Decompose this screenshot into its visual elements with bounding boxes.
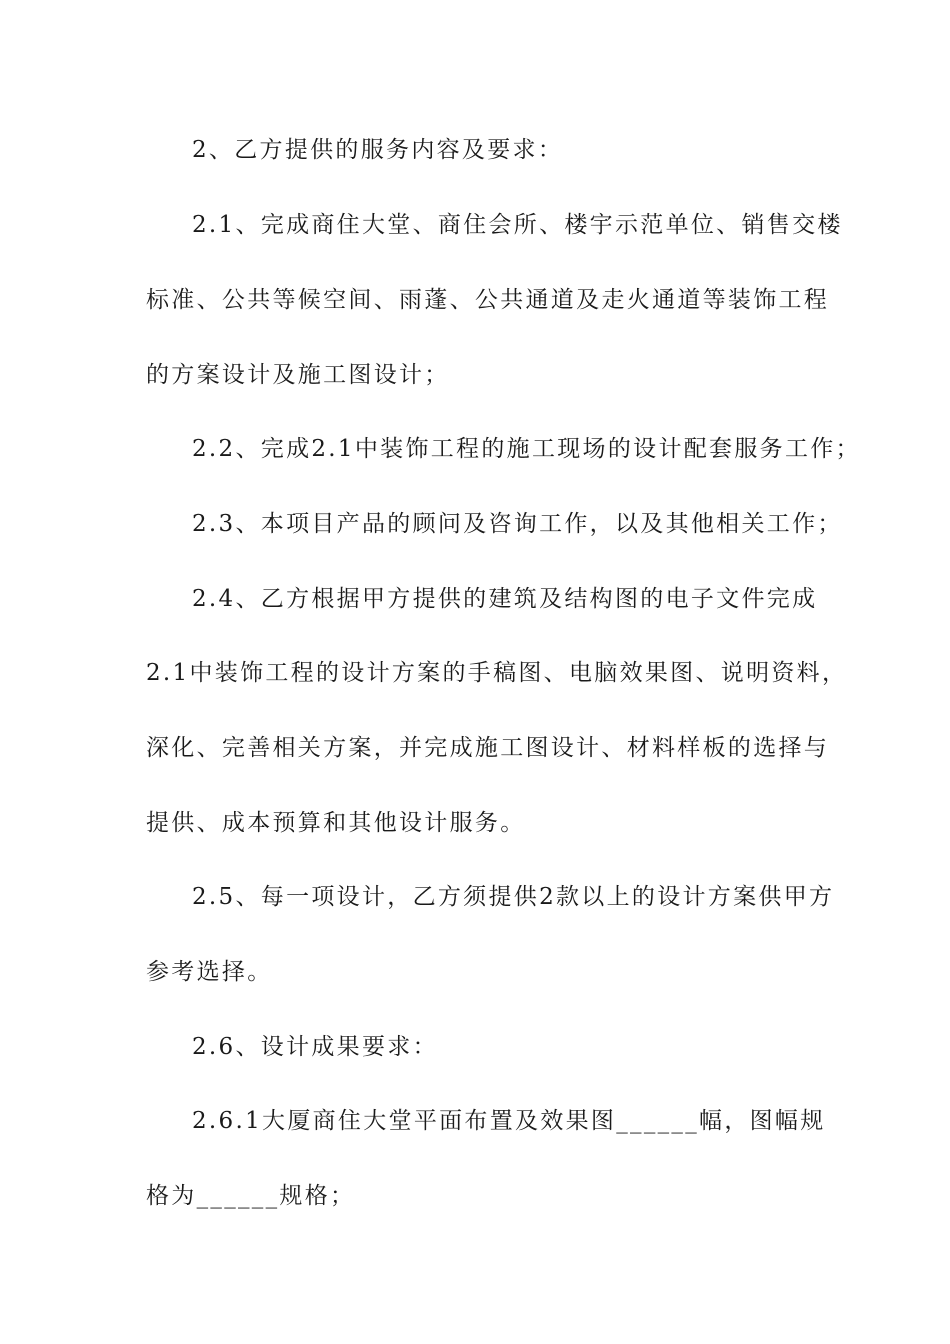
- paragraph-2-4-line-4: 提供、成本预算和其他设计服务。: [146, 810, 526, 836]
- paragraph-2-1-line-3: 的方案设计及施工图设计；: [146, 362, 450, 388]
- paragraph-2-4-line-1: 2.4、乙方根据甲方提供的建筑及结构图的电子文件完成: [192, 586, 818, 612]
- paragraph-2-3: 2.3、本项目产品的顾问及咨询工作，以及其他相关工作；: [192, 511, 843, 537]
- paragraph-2-5-line-1: 2.5、每一项设计，乙方须提供2款以上的设计方案供甲方: [192, 884, 835, 910]
- paragraph-2-5-line-2: 参考选择。: [146, 959, 273, 985]
- paragraph-2-6: 2.6、设计成果要求：: [192, 1034, 438, 1060]
- paragraph-2-4-line-2: 2.1中装饰工程的设计方案的手稿图、电脑效果图、说明资料，: [146, 660, 848, 686]
- paragraph-2-2: 2.2、完成2.1中装饰工程的施工现场的设计配套服务工作；: [192, 436, 861, 462]
- paragraph-2-6-1-line-1: 2.6.1大厦商住大堂平面布置及效果图______幅，图幅规: [192, 1108, 826, 1134]
- paragraph-2-6-1-line-2: 格为______规格；: [146, 1183, 356, 1209]
- paragraph-2-1-line-2: 标准、公共等候空间、雨蓬、公共通道及走火通道等装饰工程: [146, 287, 830, 313]
- paragraph-2-4-line-3: 深化、完善相关方案，并完成施工图设计、材料样板的选择与: [146, 735, 830, 761]
- section-heading-2: 2、乙方提供的服务内容及要求：: [192, 137, 564, 163]
- paragraph-2-1-line-1: 2.1、完成商住大堂、商住会所、楼宇示范单位、销售交楼: [192, 212, 843, 238]
